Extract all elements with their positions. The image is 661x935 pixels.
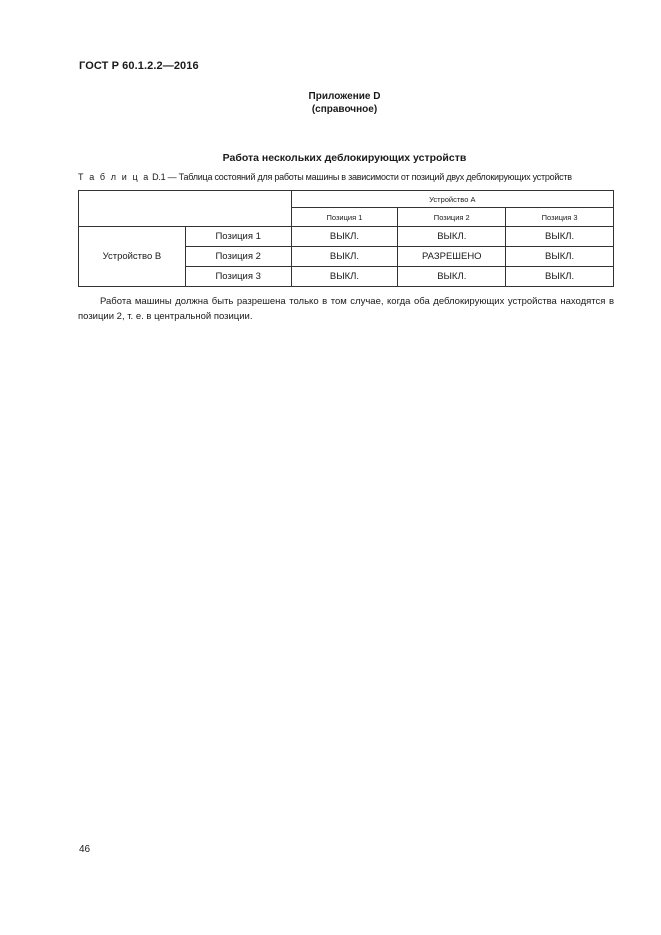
body-paragraph-text: Работа машины должна быть разрешена только в том случае, когда оба деблокирующих устройства находятся в позиции 2, т. е. в центральной позиции. [78,296,614,322]
appendix-subtitle: (справочное) [311,104,378,115]
state-table [78,190,614,287]
row-label: Позиция 1 [185,227,291,247]
section-title: Работа нескольких деблокирующих устройств [222,152,467,164]
table-row [79,227,614,247]
table-corner-cell [79,191,292,227]
col-header: Позиция 2 [398,208,506,227]
table-caption-prefix: Т а б л и ц а [78,172,150,182]
appendix-heading [0,90,661,116]
page-number: 46 [79,844,91,855]
row-label: Позиция 3 [185,267,291,287]
table-cell: ВЫКЛ. [506,267,614,287]
table-caption [78,172,618,182]
body-paragraph [78,294,614,324]
col-header: Позиция 3 [506,208,614,227]
table-cell: ВЫКЛ. [291,267,398,287]
row-label: Позиция 2 [185,247,291,267]
table-cell: ВЫКЛ. [398,227,506,247]
col-group-header: Устройство А [291,191,613,208]
document-code: ГОСТ Р 60.1.2.2—2016 [79,60,199,72]
appendix-title: Приложение D [308,91,381,102]
table-cell: ВЫКЛ. [506,227,614,247]
table-cell: ВЫКЛ. [398,267,506,287]
table-cell: ВЫКЛ. [506,247,614,267]
col-header: Позиция 1 [291,208,398,227]
row-group-header: Устройство В [79,227,186,287]
table-caption-text: D.1 — Таблица состояний для работы машины в зависимости от позиций двух деблокирующих устройств [149,172,572,182]
table-cell: ВЫКЛ. [291,227,398,247]
table-cell: РАЗРЕШЕНО [398,247,506,267]
table-cell: ВЫКЛ. [291,247,398,267]
